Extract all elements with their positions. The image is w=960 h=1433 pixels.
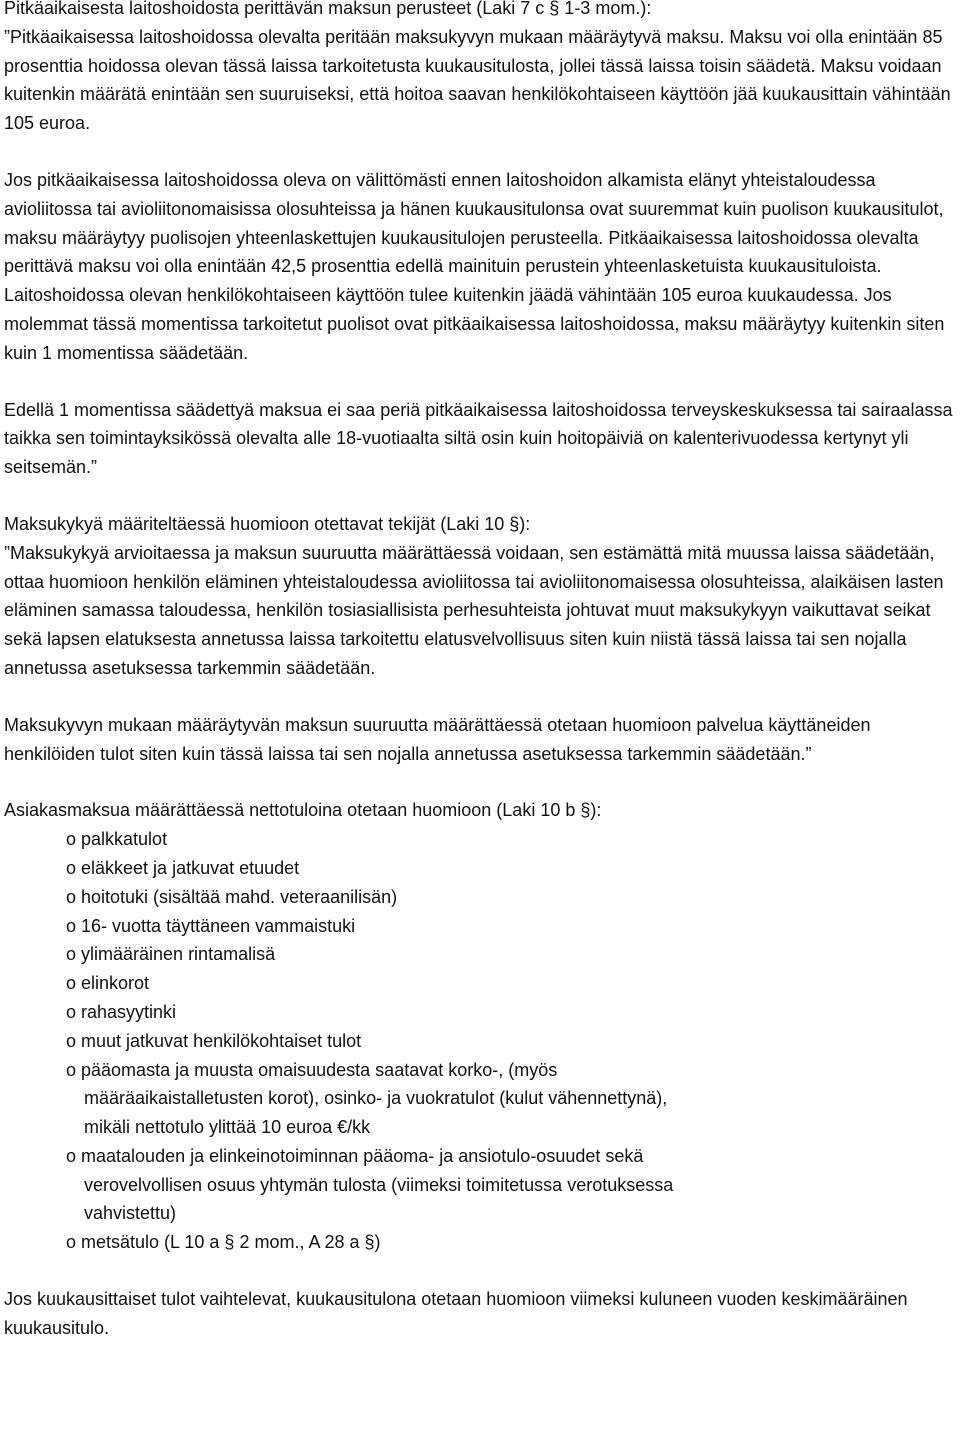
list-item xyxy=(4,969,960,998)
list-item xyxy=(4,883,960,912)
list-item xyxy=(4,998,960,1027)
list-item-text: o palkkatulot xyxy=(66,825,960,854)
list-item-text: o metsätulo (L 10 a § 2 mom., A 28 a §) xyxy=(66,1228,960,1257)
paragraph-gap xyxy=(4,138,960,166)
list-item-text: o hoitotuki (sisältää mahd. veteraanilisän) xyxy=(66,883,960,912)
paragraph-spouse-rule: Jos pitkäaikaisessa laitoshoidossa oleva on välittömästi ennen laitoshoidon alkamista elänyt yhteistaloudessa avioliitossa tai avioliitonomaisissa olosuhteissa ja hänen kuukausitulonsa ovat suuremmat kuin puolison kuukausitulot, maksu määräytyy puolisojen yhteenlaskettujen kuukausitulojen perusteella. Pitkäaikaisessa laitoshoidossa olevalta perittävä maksu voi olla enintään 42,5 prosenttia edellä mainituin perustein yhteenlasketuista kuukausituloista. Laitoshoidossa olevan henkilökohtaiseen käyttöön tulee kuitenkin jäädä vähintään 105 euroa kuukaudessa. Jos molemmat tässä momentissa tarkoitetut puolisot ovat pitkäaikaisessa laitoshoidossa, maksu määräytyy kuitenkin siten kuin 1 momentissa säädetään. xyxy=(4,169,945,363)
list-item-text: o 16- vuotta täyttäneen vammaistuki xyxy=(66,912,960,941)
paragraph-closing: Jos kuukausittaiset tulot vaihtelevat, kuukausitulona otetaan huomioon viimeksi kuluneen vuoden keskimääräinen kuukausitulo. xyxy=(4,1289,908,1338)
list-item xyxy=(4,825,960,854)
list-item xyxy=(4,1027,960,1056)
list-item xyxy=(4,1142,960,1228)
list-item-text: o maatalouden ja elinkeinotoiminnan pääoma- ja ansiotulo-osuudet sekä verovelvollisen osuus yhtymän tulosta (viimeksi toimitetussa verotuksessa vahvistettu) xyxy=(66,1142,960,1228)
paragraph-under-18-rule: Edellä 1 momentissa säädettyä maksua ei saa periä pitkäaikaisessa laitoshoidossa terveyskeskuksessa tai sairaalassa taikka sen toimintayksikössä olevalta alle 18-vuotiaalta siltä osin kuin hoitopäiviä on kalenterivuodessa kertynyt yli seitsemän.” xyxy=(4,399,953,478)
list-item xyxy=(4,912,960,941)
list-item xyxy=(4,1056,960,1142)
list-item xyxy=(4,940,960,969)
paragraph-gap xyxy=(4,768,960,796)
paragraph-gap xyxy=(4,1257,960,1285)
list-item-text: o eläkkeet ja jatkuvat etuudet xyxy=(66,854,960,883)
paragraph-net-income-heading: Asiakasmaksua määrättäessä nettotuloina otetaan huomioon (Laki 10 b §): xyxy=(4,800,602,821)
list-item xyxy=(4,854,960,883)
paragraph-pricing-basis: Pitkäaikaisesta laitoshoidosta perittävän maksun perusteet (Laki 7 c § 1-3 mom.): ”Pitkäaikaisessa laitoshoidossa olevalta peritään maksukyvyn mukaan määräytyvä maksu. Maksu voi olla enintään 85 prosenttia hoidossa olevan tässä laissa tarkoitetusta kuukausitulosta, jollei tässä laissa toisin säädetä. Maksu voidaan kuitenkin määrätä enintään sen suuruiseksi, että hoitoa saavan henkilökohtaiseen käyttöön jää kuukausittain vähintään 105 euroa. xyxy=(4,0,951,134)
list-item-text: o ylimääräinen rintamalisä xyxy=(66,940,960,969)
list-item-text: o pääomasta ja muusta omaisuudesta saatavat korko-, (myös määräaikaistalletusten korot), osinko- ja vuokratulot (kulut vähennettynä), mikäli nettotulo ylittää 10 euroa €/kk xyxy=(66,1056,960,1142)
paragraph-income-consideration: Maksukyvyn mukaan määräytyvän maksun suuruutta määrättäessä otetaan huomioon palvelua käyttäneiden henkilöiden tulot siten kuin tässä laissa tai sen nojalla annetussa asetuksessa tarkemmin säädetään.” xyxy=(4,714,871,764)
list-item-text: o rahasyytinki xyxy=(66,998,960,1027)
paragraph-gap xyxy=(4,482,960,510)
list-item-text: o muut jatkuvat henkilökohtaiset tulot xyxy=(66,1027,960,1056)
list-item xyxy=(4,1228,960,1257)
paragraph-payment-capacity: Maksukykyä määriteltäessä huomioon otettavat tekijät (Laki 10 §): ”Maksukykyä arvioitaessa ja maksun suuruutta määrättäessä voidaan, sen estämättä mitä muussa laissa säädetään, ottaa huomioon henkilön eläminen yhteistaloudessa avioliitossa tai avioliitonomaisessa olosuhteissa, alaikäisen lasten eläminen samassa taloudessa, henkilön tosiasiallisista perhesuhteista johtuvat muut maksukykyyn vaikuttavat seikat sekä lapsen elatuksesta annetussa laissa tarkoitettu elatusvelvollisuus siten kuin niistä tässä laissa tai sen nojalla annetussa asetuksessa tarkemmin säädetään. xyxy=(4,513,944,678)
paragraph-gap xyxy=(4,368,960,396)
list-item-text: o elinkorot xyxy=(66,969,960,998)
paragraph-gap xyxy=(4,683,960,711)
net-income-list xyxy=(4,825,960,1257)
